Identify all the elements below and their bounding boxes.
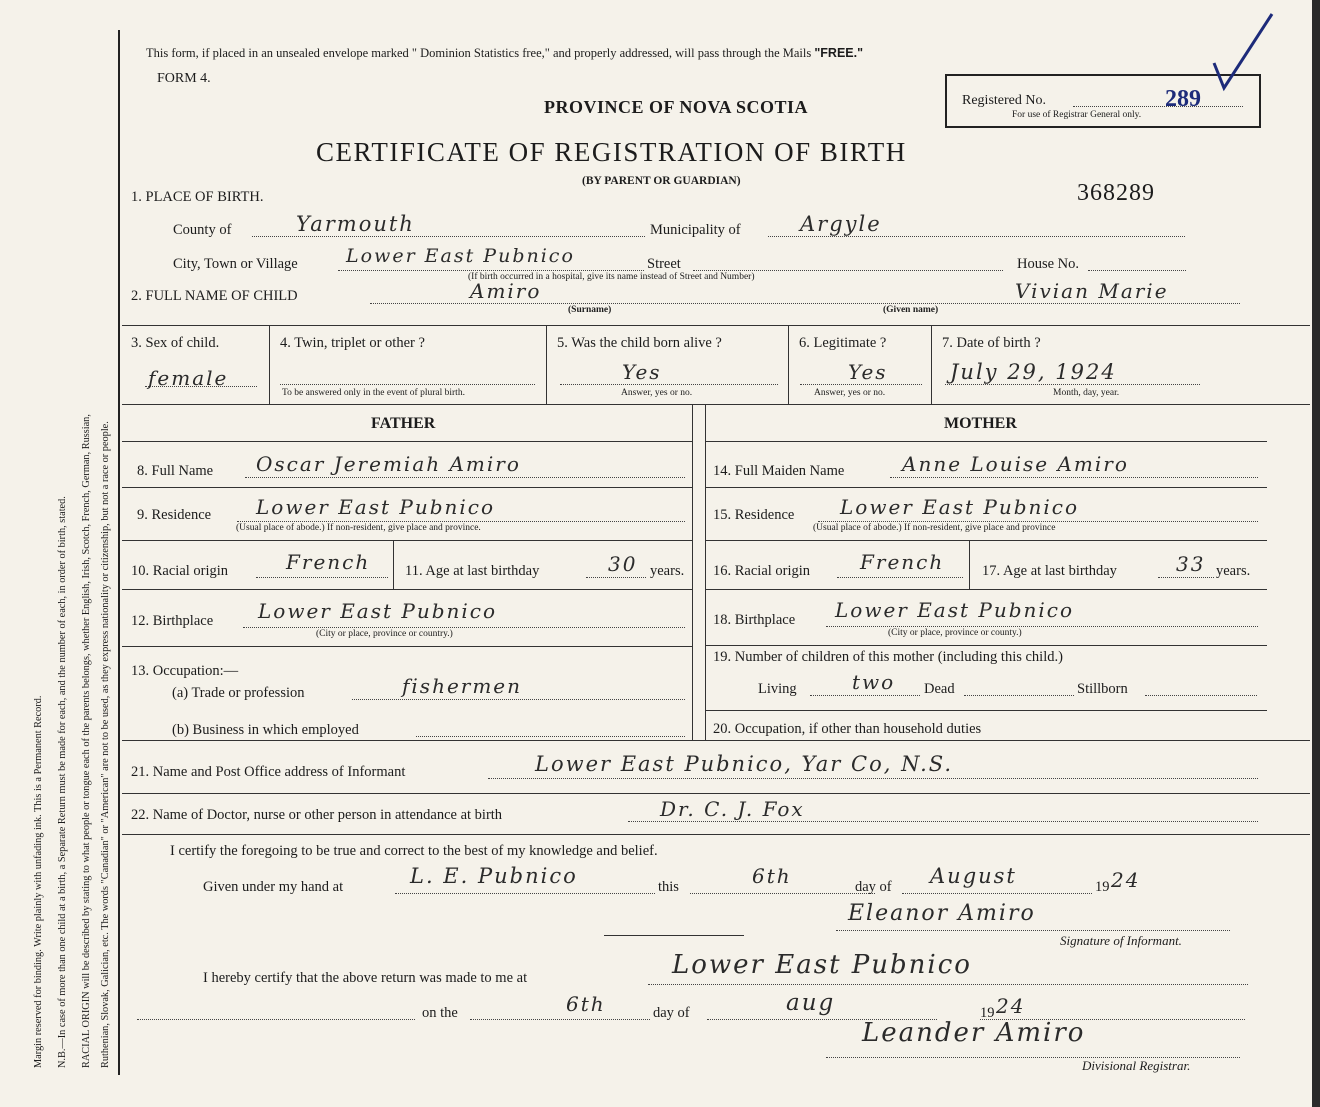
rule-mother-19 [705, 710, 1267, 711]
city-value: Lower East Pubnico [346, 245, 575, 267]
father-name-line [245, 477, 685, 478]
rule-under-father-heading [122, 441, 692, 442]
county-label: County of [173, 222, 232, 238]
given-under-label: Given under my hand at [203, 879, 344, 895]
margin-note-2: N.B.—In case of more than one child at a birth, a Separate Return must be made for each, and the number of each, in order of birth, stated. [57, 496, 68, 1068]
mother-age: 33 [1176, 552, 1206, 576]
county-line [252, 236, 645, 237]
sex-value: female [148, 366, 229, 390]
informant-address: Lower East Pubnico, Yar Co, N.S. [535, 752, 954, 776]
registrar-day: 6th [566, 992, 606, 1016]
mother-race: French [860, 550, 945, 574]
mother-age-label: 17. Age at last birthday [982, 563, 1117, 579]
dob-value: July 29, 1924 [950, 360, 1117, 384]
checkmark-icon [1200, 8, 1280, 98]
municipality-value: Argyle [800, 212, 882, 236]
mother-years-label: years. [1216, 563, 1251, 579]
doctor-line [628, 821, 1258, 822]
street-label: Street [647, 256, 681, 272]
father-business-label: (b) Business in which employed [172, 722, 359, 738]
mother-occupation-label: 20. Occupation, if other than household duties [713, 721, 982, 737]
father-birthplace-note: (City or place, province or country.) [316, 629, 453, 639]
mother-birthplace: Lower East Pubnico [835, 598, 1075, 622]
alive-label: 5. Was the child born alive ? [557, 335, 722, 351]
rule-21 [122, 793, 1310, 794]
mother-residence-line [818, 521, 1258, 522]
father-occupation-label: 13. Occupation:— [131, 663, 239, 679]
dob-label: 7. Date of birth ? [942, 335, 1041, 351]
given-caption: (Given name) [883, 305, 939, 315]
rule-under-mother-heading [705, 441, 1267, 442]
surname-caption: (Surname) [568, 305, 612, 315]
stillborn-label: Stillborn [1077, 681, 1128, 697]
living-label: Living [758, 681, 797, 697]
dob-line [945, 384, 1200, 385]
rule-father-10 [122, 589, 692, 590]
legitimate-value: Yes [848, 360, 888, 384]
registered-label: Registered No. [962, 93, 1046, 108]
house-line [1088, 270, 1186, 271]
mother-race-label: 16. Racial origin [713, 563, 811, 579]
twin-line [280, 384, 535, 385]
child-name-line [370, 303, 1240, 304]
reg-year-prefix: 19 [980, 1005, 995, 1021]
given-month: August [930, 864, 1017, 888]
divider-4-5 [546, 326, 547, 404]
mailing-notice: This form, if placed in an unsealed envelope marked " Dominion Statistics free," and properly addressed, will pass through the Mails "FREE." [146, 46, 864, 60]
father-race-line [256, 577, 388, 578]
province-heading: PROVINCE OF NOVA SCOTIA [544, 97, 809, 117]
father-trade: fishermen [402, 674, 523, 698]
this-label: this [658, 879, 679, 895]
registered-line [1073, 106, 1243, 107]
father-name-label: 8. Full Name [137, 463, 214, 479]
mother-race-line [837, 577, 963, 578]
sex-label: 3. Sex of child. [131, 335, 220, 351]
day-line [690, 893, 875, 894]
rule-parents-bottom [122, 740, 1310, 741]
father-years-label: years. [650, 563, 685, 579]
rule-bottom-row3 [122, 404, 1310, 405]
year-prefix: 19 [1095, 879, 1110, 895]
father-residence-label: 9. Residence [137, 507, 212, 523]
parents-divider-left [692, 405, 693, 740]
father-race: French [286, 550, 371, 574]
informant-label: 21. Name and Post Office address of Informant [131, 764, 406, 780]
registrar-signature: Leander Amiro [862, 1018, 1086, 1048]
city-label: City, Town or Village [173, 256, 298, 272]
father-age-label: 11. Age at last birthday [405, 563, 540, 579]
registered-number: 289 [1165, 86, 1201, 112]
house-label: House No. [1017, 256, 1080, 272]
dob-note: Month, day, year. [1053, 388, 1120, 398]
doctor-name: Dr. C. J. Fox [660, 797, 805, 821]
stillborn-line [1145, 695, 1257, 696]
alive-value: Yes [622, 360, 662, 384]
parents-divider-right [705, 405, 706, 740]
rule-mother-18 [705, 645, 1267, 646]
given-place: L. E. Pubnico [410, 864, 578, 888]
informant-signature-caption: Signature of Informant. [1060, 933, 1182, 948]
father-name: Oscar Jeremiah Amiro [256, 452, 521, 476]
given-year: 24 [1111, 868, 1141, 892]
on-the-lead-line [137, 1019, 415, 1020]
child-given-name: Vivian Marie [1015, 279, 1169, 303]
reg-day-line [470, 1019, 650, 1020]
given-place-line [395, 893, 655, 894]
father-heading: FATHER [371, 415, 436, 432]
living-line [810, 695, 920, 696]
mother-birthplace-label: 18. Birthplace [713, 612, 796, 628]
rule-mother-16 [705, 589, 1267, 590]
father-age: 30 [608, 552, 638, 576]
legitimate-note: Answer, yes or no. [814, 388, 886, 398]
legitimate-label: 6. Legitimate ? [799, 335, 887, 351]
rule-father-8 [122, 487, 692, 488]
registrar-caption: Divisional Registrar. [1082, 1058, 1191, 1073]
father-business-line [416, 736, 685, 737]
father-trade-line [352, 699, 685, 700]
margin-rule [118, 30, 120, 1075]
registrar-statement: I hereby certify that the above return was made to me at [203, 970, 528, 986]
mother-birthplace-note: (City or place, province or county.) [888, 628, 1022, 638]
father-residence-note: (Usual place of abode.) If non-resident, give place and province. [236, 523, 481, 533]
father-age-line [586, 577, 646, 578]
dayof-label: day of [855, 879, 892, 895]
separator-line [604, 935, 744, 936]
county-value: Yarmouth [296, 212, 415, 236]
twin-note: To be answered only in the event of plural birth. [282, 388, 465, 398]
registrar-year: 24 [996, 994, 1026, 1018]
rule-mother-14 [705, 487, 1267, 488]
divider-5-6 [788, 326, 789, 404]
serial-number: 368289 [1077, 180, 1155, 206]
mother-residence-label: 15. Residence [713, 507, 795, 523]
rule-father-12 [122, 646, 692, 647]
certify-statement: I certify the foregoing to be true and correct to the best of my knowledge and belief. [170, 843, 658, 859]
margin-note-3: RACIAL ORIGIN will be described by stating to what people or tongue each of the parents belongs, whether English, Irish, Scotch, French, German, Russian, [81, 414, 92, 1068]
on-the-label: on the [422, 1005, 458, 1021]
page-title: CERTIFICATE OF REGISTRATION OF BIRTH [316, 137, 907, 167]
father-race-label: 10. Racial origin [131, 563, 229, 579]
doctor-label: 22. Name of Doctor, nurse or other person in attendance at birth [131, 807, 503, 823]
hospital-note: (If birth occurred in a hospital, give its name instead of Street and Number) [468, 272, 755, 282]
margin-note-4: Ruthenian, Slovak, Galician, etc. The words "Canadian" or "American" are not to be used, as they express nationality or citizenship, but not a race or people. [100, 421, 111, 1068]
registrar-place: Lower East Pubnico [672, 950, 972, 980]
municipality-line [768, 236, 1185, 237]
informant-line [488, 778, 1258, 779]
divider-3-4 [269, 326, 270, 404]
registrar-note: For use of Registrar General only. [1012, 110, 1142, 120]
mother-race-divider [969, 541, 970, 589]
rule-mother-15 [705, 540, 1267, 541]
mother-residence-note: (Usual place of abode.) If non-resident, give place and province [813, 523, 1056, 533]
reg-place-line [648, 984, 1248, 985]
alive-line [560, 384, 778, 385]
father-birthplace-label: 12. Birthplace [131, 613, 214, 629]
informant-signature: Eleanor Amiro [848, 901, 1036, 926]
informant-signature-line [836, 930, 1230, 931]
dead-line [964, 695, 1074, 696]
rule-father-9 [122, 540, 692, 541]
child-surname: Amiro [470, 279, 542, 303]
form-number: FORM 4. [157, 71, 211, 86]
reg-dayof-label: day of [653, 1005, 690, 1021]
sex-line [145, 386, 257, 387]
child-name-label: 2. FULL NAME OF CHILD [131, 288, 298, 304]
mother-name-label: 14. Full Maiden Name [713, 463, 845, 479]
mother-birthplace-line [826, 626, 1258, 627]
father-trade-label: (a) Trade or profession [172, 685, 305, 701]
mother-children-label: 19. Number of children of this mother (including this child.) [713, 649, 1063, 665]
father-birthplace: Lower East Pubnico [258, 599, 498, 623]
place-of-birth-label: 1. PLACE OF BIRTH. [131, 189, 264, 205]
father-race-divider [393, 541, 394, 589]
registrar-month: aug [786, 990, 836, 1016]
father-residence: Lower East Pubnico [256, 495, 496, 519]
alive-note: Answer, yes or no. [621, 388, 693, 398]
right-edge-shadow [1312, 0, 1320, 1107]
legitimate-line [800, 384, 922, 385]
mother-age-line [1158, 577, 1214, 578]
mother-heading: MOTHER [944, 415, 1017, 432]
mother-residence: Lower East Pubnico [840, 495, 1080, 519]
margin-note-1: Margin reserved for binding. Write plainly with unfading ink. This is a Permanent Record. [33, 695, 44, 1068]
given-day: 6th [752, 864, 792, 888]
living-value: two [852, 670, 896, 694]
twin-label: 4. Twin, triplet or other ? [280, 335, 425, 351]
month-line [902, 893, 1092, 894]
municipality-label: Municipality of [650, 222, 741, 238]
rule-22 [122, 834, 1310, 835]
father-residence-line [237, 521, 685, 522]
dead-label: Dead [924, 681, 955, 697]
city-line [338, 270, 644, 271]
divider-6-7 [931, 326, 932, 404]
rule-top-row3 [122, 325, 1310, 326]
page-subtitle: (BY PARENT OR GUARDIAN) [582, 175, 741, 187]
mother-name-line [890, 477, 1258, 478]
mother-name: Anne Louise Amiro [902, 452, 1129, 476]
father-birthplace-line [243, 627, 685, 628]
street-line [693, 270, 1003, 271]
